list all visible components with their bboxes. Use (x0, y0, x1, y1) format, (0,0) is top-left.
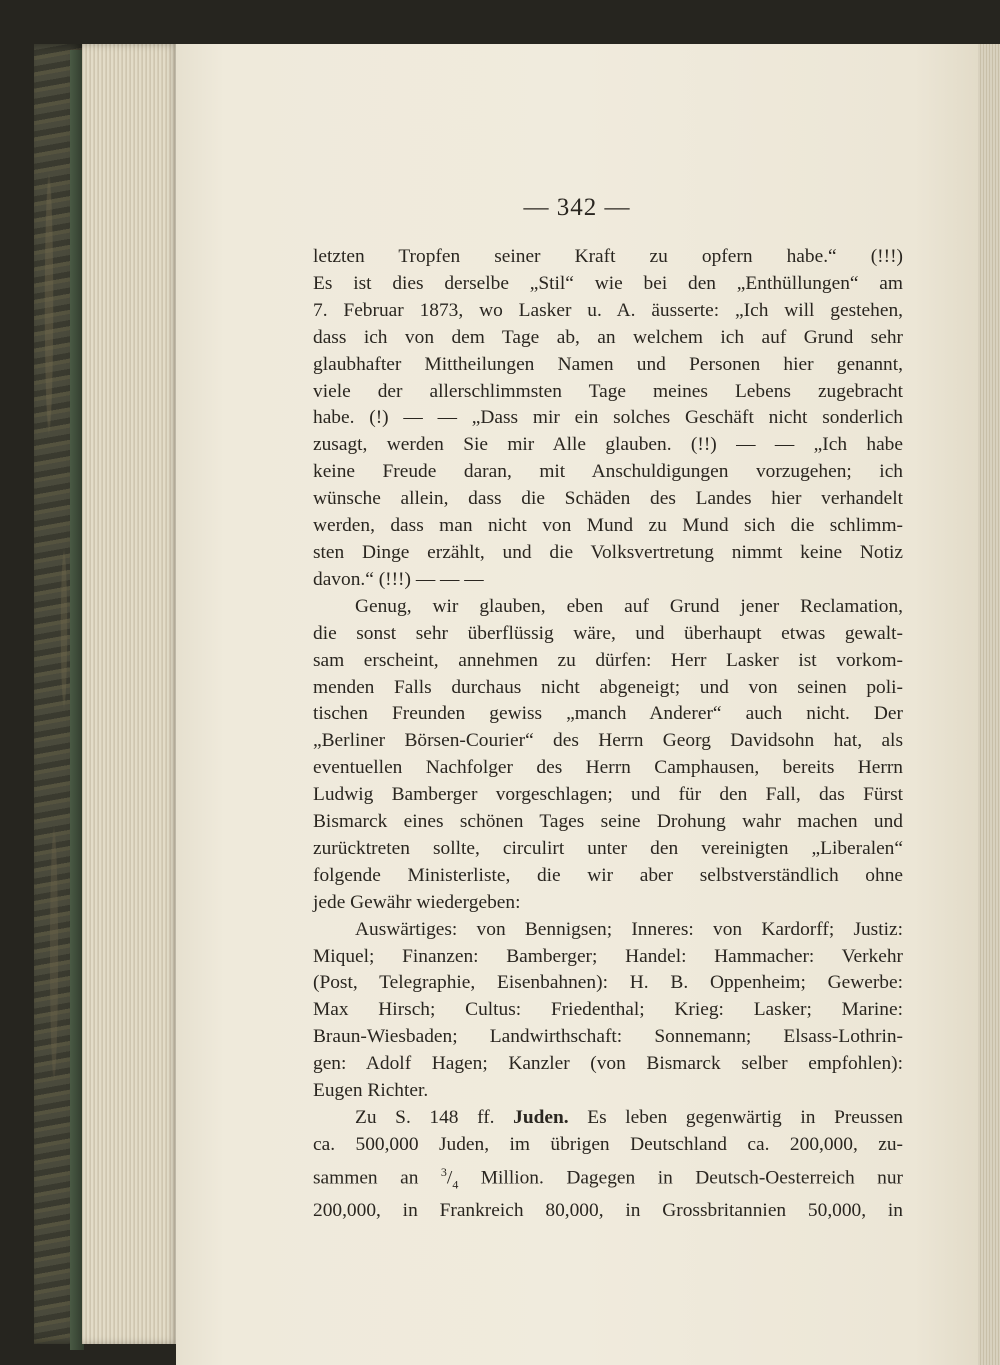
text-line: ca. 500,000 Juden, im übrigen Deutschland ca. 200,000, zu- (313, 1133, 903, 1155)
text-line: letzten Tropfen seiner Kraft zu opfern habe.“ (!!!) (313, 246, 903, 267)
text-line: viele der allerschlimmsten Tage meines Lebens zugebracht (313, 380, 903, 402)
text-line: folgende Ministerliste, die wir aber selbstverständlich ohne (313, 864, 903, 886)
text-line: habe. (!) — — „Dass mir ein solches Geschäft nicht sonderlich (313, 407, 903, 429)
text-line: menden Falls durchaus nicht abgeneigt; und von seinen poli- (313, 676, 903, 698)
text-line: zusagt, werden Sie mir Alle glauben. (!!) — — „Ich habe (313, 434, 903, 456)
text-run: Es leben gegenwärtig in Preussen (568, 1107, 904, 1128)
page-right-edge (978, 44, 1000, 1365)
page-number: — 342 — (523, 194, 631, 221)
text-line: Eugen Richter. (313, 1080, 429, 1102)
section-heading-juden: Juden. (513, 1107, 569, 1128)
text-line: tischen Freunden gewiss „manch Anderer“ auch nicht. Der (313, 703, 903, 725)
text-line: sam erscheint, annehmen zu dürfen: Herr Lasker ist vorkom- (313, 649, 903, 671)
text-run: Million. Dagegen in Deutsch-Oesterreich nur (458, 1167, 904, 1189)
text-line: werden, dass man nicht von Mund zu Mund sich die schlimm- (313, 515, 903, 537)
text-line: 200,000, in Frankreich 80,000, in Grossbritannien 50,000, in (313, 1200, 903, 1222)
text-line: glaubhafter Mittheilungen Namen und Personen hier genannt, (313, 353, 903, 375)
text-line: Max Hirsch; Cultus: Friedenthal; Krieg: Lasker; Marine: (313, 999, 903, 1021)
text-line: gen: Adolf Hagen; Kanzler (von Bismarck selber empfohlen): (313, 1053, 903, 1075)
text-line: Bismarck eines schönen Tages seine Drohung wahr machen und (313, 811, 903, 833)
text-line: Genug, wir glauben, eben auf Grund jener Reclamation, (355, 595, 903, 617)
text-line: eventuellen Nachfolger des Herrn Camphausen, bereits Herrn (313, 757, 903, 779)
text-line: (Post, Telegraphie, Eisenbahnen): H. B. Oppenheim; Gewerbe: (313, 972, 903, 994)
text-line: 7. Februar 1873, wo Lasker u. A. äusserte: „Ich will gestehen, (313, 299, 903, 321)
text-run: sammen an (313, 1167, 441, 1189)
text-line: wünsche allein, dass die Schäden des Landes hier verhandelt (313, 488, 903, 510)
text-line: Braun-Wiesbaden; Landwirthschaft: Sonnemann; Elsass-Lothrin- (313, 1026, 903, 1048)
text-line-with-fraction: sammen an $^3/_4$ Million. Dagegen in Deutsch-Oesterreich nur (313, 1164, 904, 1192)
text-run: Zu S. 148 ff. (355, 1107, 514, 1128)
text-line: davon.“ (!!!) — — — (313, 568, 484, 590)
text-line: die sonst sehr überflüssig wäre, und überhaupt etwas gewalt- (313, 622, 903, 644)
text-line: „Berliner Börsen-Courier“ des Herrn Georg Davidsohn hat, als (313, 730, 903, 752)
text-line: dass ich von dem Tage ab, an welchem ich auf Grund sehr (313, 326, 903, 348)
book-page (176, 44, 978, 1365)
text-line: Ludwig Bamberger vorgeschlagen; und für den Fall, das Fürst (313, 784, 903, 806)
text-line: Miquel; Finanzen: Bamberger; Handel: Hammacher: Verkehr (313, 945, 903, 967)
text-line: zurücktreten sollte, circulirt unter den vereinigten „Liberalen“ (313, 837, 903, 859)
page-stack (82, 44, 178, 1344)
text-line: Auswärtiges: von Bennigsen; Inneres: von Kardorff; Justiz: (355, 918, 903, 940)
fraction-denominator: 4 (452, 1177, 459, 1192)
text-line: keine Freude daran, mit Anschuldigungen vorzugehen; ich (313, 461, 903, 483)
text-line: Es ist dies derselbe „Stil“ wie bei den „Enthüllungen“ am (313, 272, 903, 294)
text-line: jede Gewähr wiedergeben: (313, 891, 521, 913)
page-text (313, 244, 903, 1225)
text-line: sten Dinge erzählt, und die Volksvertretung nimmt keine Notiz (313, 541, 903, 563)
fraction-numerator: 3 (440, 1164, 447, 1179)
text-line-with-heading (313, 1105, 903, 1132)
